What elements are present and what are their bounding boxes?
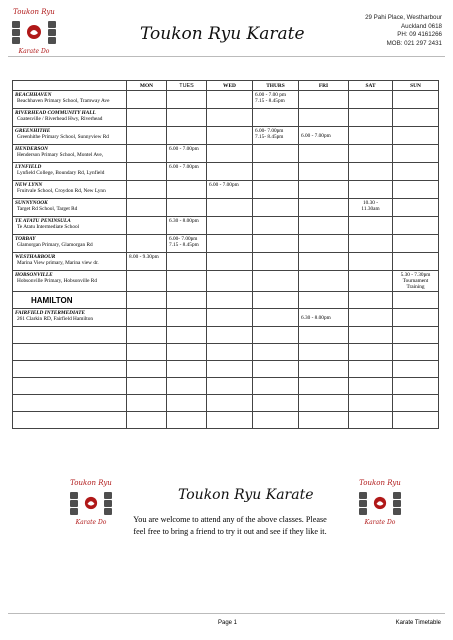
logo-top-text: Toukon Ryu <box>13 8 55 16</box>
class-time-cell <box>393 309 439 327</box>
class-time: 6.30 - 8.00pm <box>301 314 331 321</box>
class-time-cell <box>393 127 439 145</box>
class-time-cell <box>127 109 167 127</box>
club-logo <box>10 8 58 60</box>
empty-cell <box>299 327 349 344</box>
blank-row <box>13 412 439 429</box>
class-time-cell <box>299 253 349 271</box>
class-time-cell <box>253 181 299 199</box>
document-title: Karate Timetable <box>395 620 441 626</box>
venue-row <box>13 181 439 199</box>
class-time-cell <box>207 217 253 235</box>
empty-cell <box>127 378 167 395</box>
class-time-cell <box>127 199 167 217</box>
venue-cell <box>13 127 127 145</box>
empty-cell <box>207 395 253 412</box>
class-time-cell <box>127 91 167 109</box>
venue-address: Beachhaven Primary School, Tramway Ave <box>17 98 110 104</box>
welcome-message: You are welcome to attend any of the above classes. Please feel free to bring a friend to try it out and see if they like it. <box>133 515 327 536</box>
venue-address: Fruitvale School, Croydon Rd, New Lynn <box>17 188 106 194</box>
empty-cell <box>349 412 393 429</box>
venue-address: Coatesville / Riverhead Hwy, Riverhead <box>17 116 103 122</box>
empty-cell <box>207 378 253 395</box>
empty-cell <box>393 378 439 395</box>
class-time-cell <box>299 199 349 217</box>
class-time-cell <box>299 91 349 109</box>
venue-name: LYNFIELD <box>15 164 42 170</box>
class-time-cell <box>393 181 439 199</box>
venue-name: FAIRFIELD INTERMEDIATE <box>15 310 86 316</box>
empty-cell <box>253 292 299 309</box>
footer-divider <box>8 613 445 614</box>
class-time: 6.00 - 7.00 pm <box>255 92 287 98</box>
empty-cell <box>393 395 439 412</box>
day-header: THURS <box>253 81 299 91</box>
empty-cell <box>207 361 253 378</box>
blank-row <box>13 327 439 344</box>
class-time-cell <box>127 163 167 181</box>
venue-row <box>13 217 439 235</box>
class-time: 6.00- 7.00pm <box>255 128 284 134</box>
empty-cell <box>349 361 393 378</box>
empty-cell <box>393 344 439 361</box>
venue-address: Target Rd School, Target Rd <box>17 206 78 212</box>
empty-cell <box>349 327 393 344</box>
class-time-cell <box>253 109 299 127</box>
class-time: 5.30 - 7.30pm <box>400 272 431 278</box>
class-time: Tournament <box>402 278 429 284</box>
venue-cell <box>13 109 127 127</box>
class-time-cell <box>393 253 439 271</box>
venue-name: SUNNYNOOK <box>15 200 48 206</box>
class-time-cell <box>167 109 207 127</box>
class-time: 6.00 - 7.00pm <box>301 132 331 139</box>
class-time: 6.30 - 8.00pm <box>169 218 199 224</box>
venue-address: Te Atatu Intermediate School <box>17 224 80 230</box>
class-time-cell <box>253 199 299 217</box>
class-time-cell <box>207 199 253 217</box>
class-time-cell <box>299 109 349 127</box>
class-time: 11.30am <box>361 206 380 212</box>
class-time-cell <box>253 163 299 181</box>
kanji-left-icon <box>12 21 20 44</box>
venue-name: TORBAY <box>15 236 36 242</box>
class-time-cell <box>207 145 253 163</box>
empty-cell <box>13 344 127 361</box>
empty-cell <box>253 327 299 344</box>
class-time-cell <box>349 217 393 235</box>
class-time-cell <box>349 145 393 163</box>
class-time-cell <box>299 217 349 235</box>
empty-cell <box>167 344 207 361</box>
class-time-cell <box>299 271 349 292</box>
empty-cell <box>127 361 167 378</box>
class-time-cell <box>349 309 393 327</box>
venue-name: NEW LYNN <box>15 182 43 188</box>
empty-cell <box>299 292 349 309</box>
class-time-cell <box>207 253 253 271</box>
venue-row <box>13 235 439 253</box>
logo-bottom-text: Karate Do <box>75 519 107 526</box>
class-time-cell <box>299 127 349 145</box>
empty-cell <box>127 327 167 344</box>
empty-cell <box>253 412 299 429</box>
logo-top-text: Toukon Ryu <box>359 479 401 487</box>
empty-cell <box>167 327 207 344</box>
class-time-cell <box>253 235 299 253</box>
empty-cell <box>127 395 167 412</box>
contact-city: Auckland 0618 <box>401 22 442 30</box>
empty-cell <box>127 412 167 429</box>
venue-name: WESTHARBOUR <box>15 254 56 260</box>
empty-cell <box>253 378 299 395</box>
class-time-cell <box>299 181 349 199</box>
empty-cell <box>13 361 127 378</box>
venue-cell <box>13 145 127 163</box>
venue-name: HOBSONVILLE <box>15 272 53 278</box>
empty-cell <box>207 412 253 429</box>
fist-emblem-icon <box>26 24 42 40</box>
footer-title: Toukon Ryu Karate <box>178 487 314 503</box>
empty-cell <box>299 344 349 361</box>
class-time: 6.00 - 7.00pm <box>169 146 199 152</box>
footer-logo-right <box>357 479 403 527</box>
class-time: 7.15 - 8.45pm <box>169 242 199 248</box>
venue-cell <box>13 217 127 235</box>
class-time-cell <box>127 181 167 199</box>
class-time-cell <box>349 235 393 253</box>
day-header: FRI <box>299 81 349 91</box>
class-time-cell <box>207 235 253 253</box>
empty-cell <box>167 361 207 378</box>
empty-cell <box>167 292 207 309</box>
class-time-cell <box>253 253 299 271</box>
logo-emblem <box>68 487 114 519</box>
class-time-cell <box>299 309 349 327</box>
class-time-cell <box>207 181 253 199</box>
class-time-cell <box>167 217 207 235</box>
contact-block <box>365 14 442 48</box>
empty-cell <box>127 292 167 309</box>
empty-cell <box>167 412 207 429</box>
class-time-cell <box>253 271 299 292</box>
class-time-cell <box>253 91 299 109</box>
empty-cell <box>207 327 253 344</box>
venue-row <box>13 253 439 271</box>
venue-address: Glamorgan Primary, Glamorgan Rd <box>17 242 93 248</box>
class-time-cell <box>349 199 393 217</box>
class-time-cell <box>393 145 439 163</box>
venue-address: Greenhithe Primary School, Sunnyview Rd <box>17 134 109 140</box>
venue-address: Henderson Primary School, Montel Ave, <box>17 152 104 158</box>
class-time-cell <box>393 217 439 235</box>
class-time-cell <box>167 309 207 327</box>
blank-row <box>13 361 439 378</box>
class-time-cell <box>393 91 439 109</box>
class-time-cell <box>393 109 439 127</box>
blank-row <box>13 378 439 395</box>
venue-address: 261 Clarkin RD, Fairfield Hamilton <box>17 316 94 322</box>
class-time-cell <box>127 253 167 271</box>
empty-cell <box>13 412 127 429</box>
venue-cell <box>13 163 127 181</box>
venue-cell <box>13 199 127 217</box>
day-header: SUN <box>393 81 439 91</box>
empty-cell <box>393 327 439 344</box>
empty-cell <box>393 361 439 378</box>
class-time-cell <box>349 127 393 145</box>
empty-cell <box>13 327 127 344</box>
day-header: MON <box>127 81 167 91</box>
class-time: Training <box>406 284 425 290</box>
venue-cell <box>13 235 127 253</box>
empty-cell <box>253 344 299 361</box>
venue-row <box>13 309 439 327</box>
logo-top-text: Toukon Ryu <box>70 479 112 487</box>
venue-name: BEACHHAVEN <box>15 92 52 98</box>
venue-row <box>13 145 439 163</box>
venue-column-header <box>13 81 127 91</box>
venue-row <box>13 163 439 181</box>
class-time: 10.30 - <box>362 200 378 206</box>
class-time-cell <box>253 127 299 145</box>
kanji-right-icon <box>393 492 401 515</box>
empty-cell <box>393 292 439 309</box>
class-time-cell <box>207 309 253 327</box>
day-header: SAT <box>349 81 393 91</box>
class-time-cell <box>207 109 253 127</box>
class-time-cell <box>393 271 439 292</box>
class-time-cell <box>299 163 349 181</box>
class-time-cell <box>349 181 393 199</box>
class-time-cell <box>167 145 207 163</box>
empty-cell <box>207 344 253 361</box>
class-time-cell <box>167 127 207 145</box>
class-time-cell <box>349 109 393 127</box>
class-time-cell <box>393 199 439 217</box>
page-number: Page 1 <box>218 620 238 626</box>
logo-bottom-text: Karate Do <box>364 519 396 526</box>
empty-cell <box>349 344 393 361</box>
empty-cell <box>349 395 393 412</box>
venue-name: RIVERHEAD COMMUNITY HALL <box>15 110 96 116</box>
class-time: 7.15 - 8.45pm <box>255 98 285 104</box>
fist-emblem-icon <box>84 496 98 510</box>
venue-address: Lynfield College, Boundary Rd, Lynfield <box>17 170 105 176</box>
empty-cell <box>299 361 349 378</box>
class-time-cell <box>127 127 167 145</box>
venue-row <box>13 109 439 127</box>
class-time-cell <box>127 145 167 163</box>
venue-name: TE ATATU PENINSULA <box>15 218 71 224</box>
class-time-cell <box>167 235 207 253</box>
venue-cell <box>13 253 127 271</box>
kanji-left-icon <box>359 492 367 515</box>
class-time-cell <box>167 181 207 199</box>
kanji-right-icon <box>48 21 56 44</box>
venue-row <box>13 91 439 109</box>
page-title: Toukon Ryu Karate <box>140 24 305 44</box>
class-time-cell <box>127 217 167 235</box>
class-time-cell <box>349 271 393 292</box>
class-time-cell <box>253 145 299 163</box>
empty-cell <box>127 344 167 361</box>
class-time-cell <box>299 145 349 163</box>
class-time-cell <box>253 217 299 235</box>
class-time-cell <box>127 309 167 327</box>
venue-name: HENDERSON <box>15 146 48 152</box>
class-time-cell <box>167 91 207 109</box>
class-time-cell <box>349 91 393 109</box>
empty-cell <box>299 378 349 395</box>
class-time-cell <box>127 271 167 292</box>
class-time: 7.15- 8.45pm <box>255 134 284 140</box>
class-time: 6.00- 7.00pm <box>169 236 198 242</box>
class-time-cell <box>167 199 207 217</box>
empty-cell <box>253 361 299 378</box>
empty-cell <box>167 395 207 412</box>
class-time: 6.00 - 7.00pm <box>169 164 199 170</box>
timetable <box>12 80 439 429</box>
contact-address: 29 Pahi Place, Westharbour <box>365 14 442 21</box>
venue-cell <box>13 309 127 327</box>
empty-cell <box>167 378 207 395</box>
empty-cell <box>349 292 393 309</box>
region-row <box>13 292 439 309</box>
region-heading: HAMILTON <box>13 292 127 309</box>
class-time-cell <box>393 163 439 181</box>
blank-row <box>13 344 439 361</box>
day-header: TUES <box>167 81 207 91</box>
logo-emblem <box>357 487 403 519</box>
empty-cell <box>393 412 439 429</box>
empty-cell <box>207 292 253 309</box>
class-time-cell <box>167 253 207 271</box>
empty-cell <box>253 395 299 412</box>
empty-cell <box>299 395 349 412</box>
empty-cell <box>13 378 127 395</box>
class-time-cell <box>349 253 393 271</box>
class-time-cell <box>207 271 253 292</box>
class-time-cell <box>393 235 439 253</box>
class-time-cell <box>349 163 393 181</box>
class-time-cell <box>299 235 349 253</box>
header-divider <box>8 56 445 57</box>
class-time-cell <box>127 235 167 253</box>
empty-cell <box>299 412 349 429</box>
class-time-cell <box>167 271 207 292</box>
venue-name: GREENHITHE <box>15 128 51 134</box>
contact-mobile: MOB: 021 297 2431 <box>386 39 442 47</box>
kanji-right-icon <box>104 492 112 515</box>
venue-cell <box>13 91 127 109</box>
logo-bottom-text: Karate Do <box>18 48 50 55</box>
empty-cell <box>349 378 393 395</box>
class-time-cell <box>167 163 207 181</box>
venue-address: Hobsonville Primary, Hobsonville Rd <box>17 278 97 284</box>
class-time: 8.00 - 9.30pm <box>129 254 159 260</box>
timetable-header-row <box>13 81 439 91</box>
blank-row <box>13 395 439 412</box>
fist-emblem-icon <box>373 496 387 510</box>
class-time-cell <box>253 309 299 327</box>
class-time-cell <box>207 127 253 145</box>
empty-cell <box>13 395 127 412</box>
footer-logo-left <box>68 479 114 527</box>
day-header: WED <box>207 81 253 91</box>
venue-address: Marina View primary, Marina view dr. <box>17 260 99 266</box>
logo-emblem <box>10 16 58 48</box>
class-time-cell <box>207 163 253 181</box>
venue-row <box>13 127 439 145</box>
contact-phone: PH: 09 4161266 <box>397 31 442 38</box>
class-time-cell <box>207 91 253 109</box>
venue-cell <box>13 181 127 199</box>
kanji-left-icon <box>70 492 78 515</box>
class-time: 6.00 - 7.00pm <box>209 182 239 188</box>
venue-row <box>13 199 439 217</box>
venue-cell <box>13 271 127 292</box>
venue-row <box>13 271 439 292</box>
